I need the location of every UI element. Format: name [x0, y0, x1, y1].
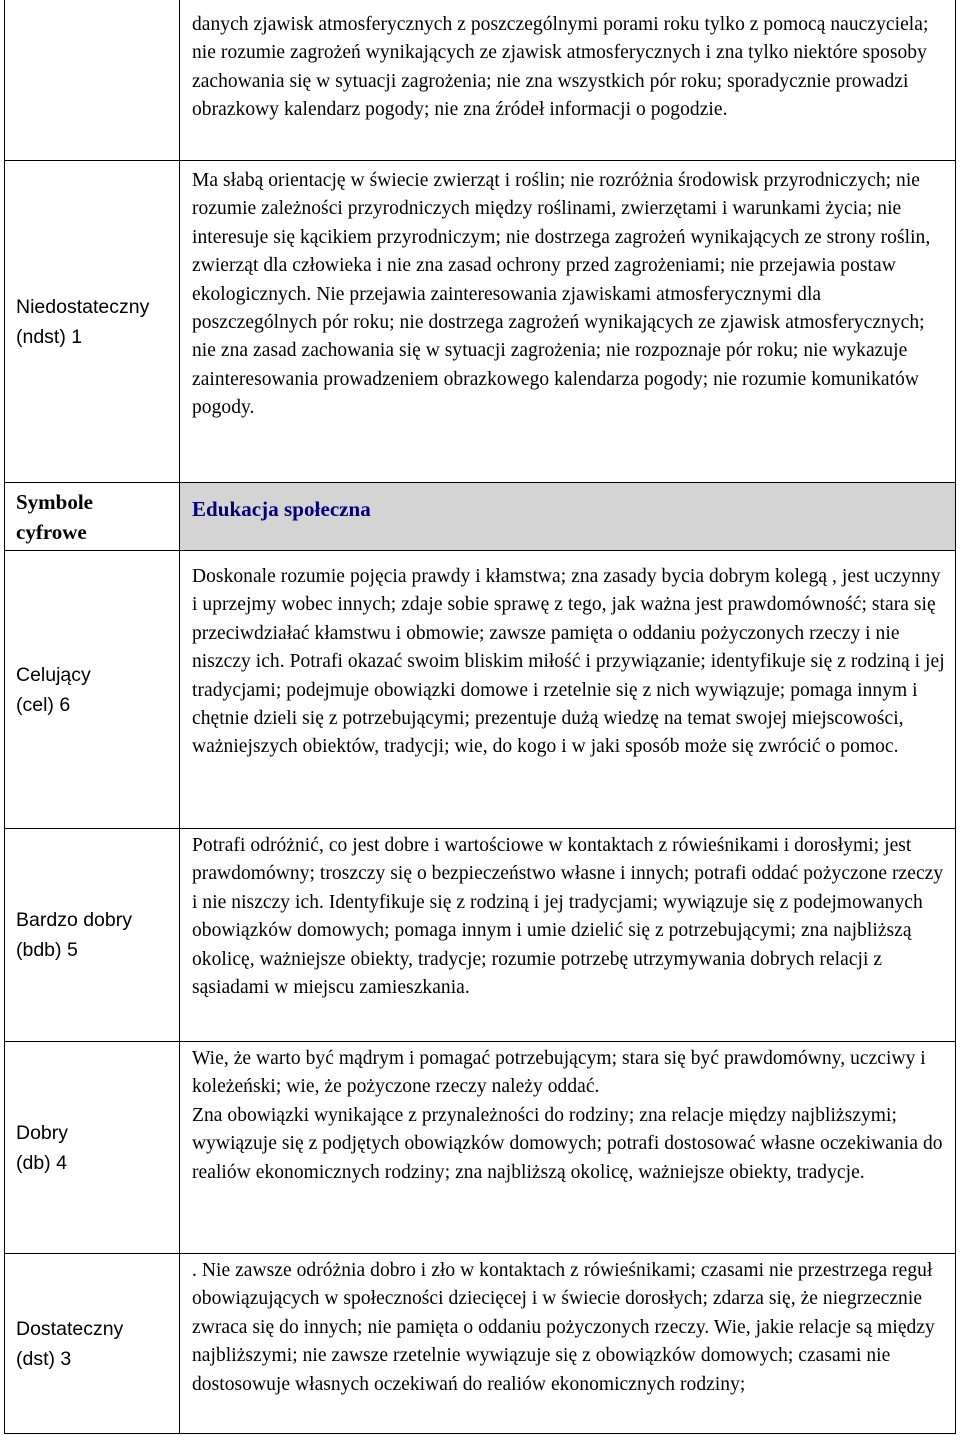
criteria-text: Ma słabą orientację w świecie zwierząt i roślin; nie rozróżnia środowisk przyrodniczych; nie rozumie zależności przyrodniczych między roślinami, zwierzętami i warunkami życia; nie interesuje się kącikiem przyrodniczym; nie dostrzega zagrożeń wynikających ze strony roślin, zwierząt dla człowieka i nie zna zasad ochrony przed zagrożeniami; nie przejawia postaw ekologicznych. Nie przejawia zainteresowania zjawiskami atmosferycznymi dla poszczególnych pór roku; nie dostrzega zagrożeń wynikających ze zjawisk atmosferycznych; nie zna zasad zachowania się w sytuacji zagrożenia; nie rozpoznaje pór roku; nie wykazuje zainteresowania prowadzeniem obrazkowego kalendarza pogody; nie rozumie komunikatów pogody.	[192, 170, 931, 419]
grade-name: Niedostateczny	[16, 295, 150, 318]
grade-name: Bardzo dobry	[16, 909, 132, 931]
grade-symbol: (ndst) 1	[16, 325, 83, 348]
criteria-cell	[180, 0, 955, 160]
criteria-cell	[180, 1042, 955, 1253]
table-row	[5, 1041, 955, 1253]
grade-label-cell	[5, 161, 180, 482]
header-label: Symbole	[16, 489, 94, 514]
criteria-text: danych zjawisk atmosferycznych z poszczególnymi porami roku tylko z pomocą nauczyciela; nie rozumie zagrożeń wynikających ze zjawisk atmosferycznych i zna tylko niektóre sposoby zachowania się w sytuacji zagrożenia; nie zna wszystkich pór roku; sporadycznie prowadzi obrazkowy kalendarz pogody; nie zna źródeł informacji o pogodzie.	[192, 14, 929, 121]
table-row	[5, 550, 955, 828]
criteria-cell	[180, 551, 955, 828]
grade-symbol: (dst) 3	[16, 1348, 72, 1370]
grading-table	[4, 0, 956, 1434]
grade-label-cell	[5, 483, 180, 550]
grade-name: Celujący	[16, 663, 91, 686]
criteria-text: . Nie zawsze odróżnia dobro i zło w kontaktach z rówieśnikami; czasami nie przestrzega reguł obowiązujących w społeczności dziecięcej i w świecie dorosłych; zdarza się, że niegrzecznie zwraca się do innych; nie pamięta o oddaniu pożyczonych rzeczy. Wie, jakie relacje są między najbliższymi; nie zawsze rzetelnie wywiązuje się z obowiązków domowych; czasami nie dostosowuje własnych oczekiwań do realiów ekonomicznych rodziny;	[192, 1260, 935, 1395]
criteria-cell	[180, 161, 955, 482]
table-row	[5, 828, 955, 1041]
criteria-text: Wie, że warto być mądrym i pomagać potrzebującym; stara się być prawdomówny, uczciwy i koleżeński; wie, że pożyczone rzeczy należy oddać.	[192, 1048, 926, 1098]
grade-name: Dobry	[16, 1121, 69, 1144]
grade-name: Dostateczny	[16, 1318, 124, 1340]
grade-symbol: (bdb) 5	[16, 939, 78, 961]
criteria-text: Zna obowiązki wynikające z przynależności do rodziny; zna relacje między najbliższymi; wywiązuje się z podjętych obowiązków domowych; potrafi dostosować własne oczekiwania do realiów ekonomicznych rodziny; zna najbliższą okolicę, ważniejsze obiekty, tradycje.	[192, 1104, 943, 1183]
grade-label-cell	[5, 0, 180, 160]
grade-symbol: (cel) 6	[16, 693, 71, 716]
grade-label-cell	[5, 1042, 180, 1253]
criteria-cell	[180, 829, 955, 1041]
criteria-text: Potrafi odróżnić, co jest dobre i wartościowe w kontaktach z rówieśnikami i dorosłymi; jest prawdomówny; troszczy się o bezpieczeństwo własne i innych; potrafi oddać pożyczone rzeczy i nie niszczy ich. Identyfikuje się z rodziną i jej tradycjami; wywiązuje się z podejmowanych obowiązków domowych; pomaga innym i umie dzielić się z potrzebującymi; zna najbliższą okolicę, ważniejsze obiekty, tradycje; rozumie potrzebę utrzymywania dobrych relacji z sąsiadami w miejscu zamieszkania.	[192, 835, 944, 999]
section-header-cell	[180, 483, 955, 550]
grade-label-cell	[5, 551, 180, 828]
table-row	[5, 1253, 955, 1434]
grade-label-cell	[5, 829, 180, 1041]
table-row	[5, 160, 955, 482]
criteria-cell	[180, 1254, 955, 1434]
table-row	[5, 482, 955, 550]
header-label: cyfrowe	[16, 519, 87, 544]
grade-symbol: (db) 4	[16, 1151, 67, 1174]
table-row	[5, 0, 955, 160]
section-title: Edukacja społeczna	[192, 497, 371, 522]
grade-label-cell	[5, 1254, 180, 1434]
criteria-text: Doskonale rozumie pojęcia prawdy i kłamstwa; zna zasady bycia dobrym kolegą , jest uczynny i uprzejmy wobec innych; zdaje sobie sprawę z tego, jak ważna jest prawdomówność; stara się przeciwdziałać kłamstwu i obmowie; zawsze pamięta o oddaniu pożyczonych rzeczy i nie niszczy ich. Potrafi okazać swoim bliskim miłość i przywiązanie; identyfikuje się z rodziną i jej tradycjami; podejmuje obowiązki domowe i rzetelnie się z nich wywiązuje; pomaga innym i chętnie dzieli się z potrzebującymi; prezentuje dużą wiedzę na temat swojej miejscowości, ważniejszych obiektów, tradycji; wie, do kogo i w jaki sposób może się zwrócić o pomoc.	[192, 566, 945, 758]
